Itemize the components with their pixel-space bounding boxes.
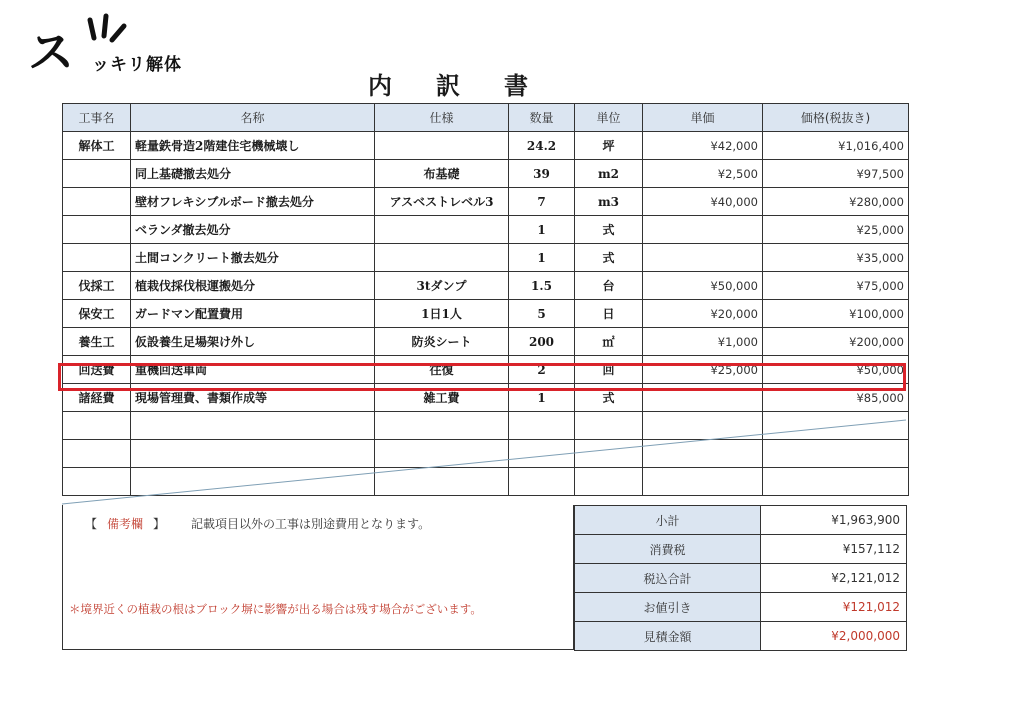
cell-price: ¥75,000	[763, 272, 909, 300]
page-title: 内訳書	[368, 71, 572, 100]
cell-qty: 39	[509, 160, 575, 188]
cell-spec: 1日1人	[375, 300, 509, 328]
cell-unit-price	[643, 412, 763, 440]
cell-unit	[575, 468, 643, 496]
cell-spec	[375, 440, 509, 468]
cell-spec	[375, 412, 509, 440]
cell-unit: 日	[575, 300, 643, 328]
summary-table	[574, 505, 907, 651]
logo-text: ッキリ解体	[92, 55, 182, 75]
logo-burst-icon	[82, 8, 132, 48]
cell-work	[63, 412, 131, 440]
table-row	[63, 132, 909, 160]
remarks-keyword: 備考欄	[107, 517, 144, 531]
remarks-bracket-close: 】	[153, 517, 166, 531]
cell-qty: 24.2	[509, 132, 575, 160]
summary-row	[575, 593, 907, 622]
summary-value: ¥121,012	[761, 593, 907, 622]
cell-name	[131, 412, 375, 440]
cell-unit-price: ¥1,000	[643, 328, 763, 356]
cell-name: 土間コンクリート撤去処分	[131, 244, 375, 272]
cell-qty: 2	[509, 356, 575, 384]
cell-work: 伐採工	[63, 272, 131, 300]
table-row	[63, 300, 909, 328]
cell-spec: 防炎シート	[375, 328, 509, 356]
cell-work	[63, 216, 131, 244]
header-qty: 数量	[509, 104, 575, 132]
cell-unit-price	[643, 440, 763, 468]
table-row	[63, 328, 909, 356]
cell-qty	[509, 468, 575, 496]
header-unit-price: 単価	[643, 104, 763, 132]
cell-name: 重機回送車両	[131, 356, 375, 384]
cell-name: 同上基礎撤去処分	[131, 160, 375, 188]
cell-unit	[575, 440, 643, 468]
summary-row	[575, 506, 907, 535]
cell-work	[63, 440, 131, 468]
header-name: 名称	[131, 104, 375, 132]
header-price: 価格(税抜き)	[763, 104, 909, 132]
table-row	[63, 216, 909, 244]
cell-name	[131, 468, 375, 496]
cell-unit: m3	[575, 188, 643, 216]
remarks-footnote: ＊境界近くの植栽の根はブロック塀に影響が出る場合は残す場合がございます。	[69, 602, 482, 616]
cell-qty	[509, 440, 575, 468]
cell-qty: 5	[509, 300, 575, 328]
cell-unit: 式	[575, 244, 643, 272]
cell-spec: 3tダンプ	[375, 272, 509, 300]
table-row	[63, 188, 909, 216]
cell-spec: 布基礎	[375, 160, 509, 188]
cell-qty: 1	[509, 244, 575, 272]
cell-work: 保安工	[63, 300, 131, 328]
cell-spec: アスベストレベル3	[375, 188, 509, 216]
cell-unit-price	[643, 244, 763, 272]
remarks-text: 記載項目以外の工事は別途費用となります。	[191, 517, 431, 531]
cell-qty: 1	[509, 216, 575, 244]
summary-value: ¥2,121,012	[761, 564, 907, 593]
cell-work: 諸経費	[63, 384, 131, 412]
cell-spec	[375, 468, 509, 496]
cell-unit-price	[643, 384, 763, 412]
summary-value: ¥157,112	[761, 535, 907, 564]
cell-qty: 1.5	[509, 272, 575, 300]
cell-unit: 式	[575, 384, 643, 412]
cell-spec	[375, 244, 509, 272]
cell-name: ベランダ撤去処分	[131, 216, 375, 244]
summary-label: 見積金額	[575, 622, 761, 651]
cell-price: ¥25,000	[763, 216, 909, 244]
cell-price: ¥50,000	[763, 356, 909, 384]
cell-name: 植栽伐採伐根運搬処分	[131, 272, 375, 300]
cell-spec: 往復	[375, 356, 509, 384]
summary-label: 消費税	[575, 535, 761, 564]
cell-unit: 回	[575, 356, 643, 384]
cell-qty: 200	[509, 328, 575, 356]
cell-price: ¥1,016,400	[763, 132, 909, 160]
cell-work	[63, 244, 131, 272]
cell-spec: 雑工費	[375, 384, 509, 412]
table-row	[63, 440, 909, 468]
summary-row	[575, 535, 907, 564]
cell-name: 軽量鉄骨造2階建住宅機械壊し	[131, 132, 375, 160]
cell-spec	[375, 216, 509, 244]
summary-label: お値引き	[575, 593, 761, 622]
cell-name: ガードマン配置費用	[131, 300, 375, 328]
summary-label: 税込合計	[575, 564, 761, 593]
cell-spec	[375, 132, 509, 160]
cell-work	[63, 188, 131, 216]
header-spec: 仕様	[375, 104, 509, 132]
cell-work: 回送費	[63, 356, 131, 384]
cell-work: 養生工	[63, 328, 131, 356]
cell-price: ¥280,000	[763, 188, 909, 216]
remarks-box	[62, 505, 574, 650]
cell-qty: 7	[509, 188, 575, 216]
header-work: 工事名	[63, 104, 131, 132]
cell-unit-price: ¥2,500	[643, 160, 763, 188]
cell-work	[63, 468, 131, 496]
table-row	[63, 160, 909, 188]
table-row	[63, 384, 909, 412]
cell-qty	[509, 412, 575, 440]
table-row	[63, 272, 909, 300]
cell-name: 壁材フレキシブルボード撤去処分	[131, 188, 375, 216]
cell-price: ¥97,500	[763, 160, 909, 188]
cell-unit-price: ¥25,000	[643, 356, 763, 384]
table-row	[63, 412, 909, 440]
cell-unit-price	[643, 216, 763, 244]
cell-unit: 台	[575, 272, 643, 300]
remarks-head	[85, 515, 430, 532]
breakdown-table	[62, 103, 909, 496]
cell-unit: ㎡	[575, 328, 643, 356]
summary-row	[575, 564, 907, 593]
summary-label: 小計	[575, 506, 761, 535]
cell-price: ¥100,000	[763, 300, 909, 328]
cell-price	[763, 468, 909, 496]
cell-name: 現場管理費、書類作成等	[131, 384, 375, 412]
cell-unit	[575, 412, 643, 440]
logo-main-char: ス	[28, 25, 72, 79]
cell-unit: 坪	[575, 132, 643, 160]
cell-name: 仮設養生足場架け外し	[131, 328, 375, 356]
table-header-row	[63, 104, 909, 132]
cell-unit-price: ¥20,000	[643, 300, 763, 328]
summary-value: ¥2,000,000	[761, 622, 907, 651]
summary-row	[575, 622, 907, 651]
remarks-bracket-open: 【	[85, 517, 98, 531]
summary-value: ¥1,963,900	[761, 506, 907, 535]
cell-price: ¥35,000	[763, 244, 909, 272]
cell-unit-price: ¥42,000	[643, 132, 763, 160]
cell-qty: 1	[509, 384, 575, 412]
cell-unit-price: ¥40,000	[643, 188, 763, 216]
cell-unit: m2	[575, 160, 643, 188]
logo	[22, 8, 222, 78]
table-row	[63, 356, 909, 384]
cell-unit: 式	[575, 216, 643, 244]
cell-price	[763, 412, 909, 440]
cell-price	[763, 440, 909, 468]
cell-price: ¥200,000	[763, 328, 909, 356]
table-row	[63, 468, 909, 496]
cell-unit-price	[643, 468, 763, 496]
cell-unit-price: ¥50,000	[643, 272, 763, 300]
cell-work: 解体工	[63, 132, 131, 160]
header-unit: 単位	[575, 104, 643, 132]
cell-price: ¥85,000	[763, 384, 909, 412]
table-row	[63, 244, 909, 272]
cell-name	[131, 440, 375, 468]
cell-work	[63, 160, 131, 188]
